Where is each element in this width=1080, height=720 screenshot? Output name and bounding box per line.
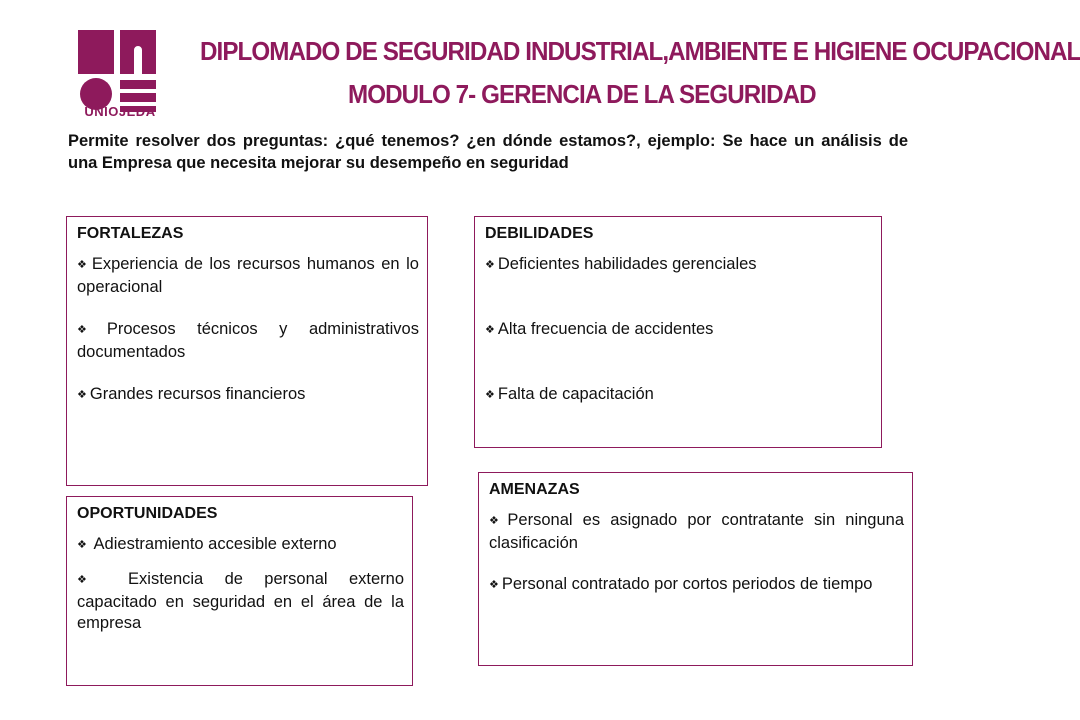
list-item: ❖ Personal contratado por cortos periodos de tiempo [489, 575, 873, 593]
debilidades-title: DEBILIDADES [485, 225, 594, 242]
page-title: DIPLOMADO DE SEGURIDAD INDUSTRIAL,AMBIENTE E HIGIENE OCUPACIONAL [200, 36, 1080, 66]
fortalezas-box [66, 216, 428, 486]
list-item: ❖ Falta de capacitación [485, 385, 654, 403]
amenazas-title: AMENAZAS [489, 481, 580, 498]
diamond-bullet-icon: ❖ [485, 389, 495, 401]
amenazas-box [478, 472, 913, 666]
page-subtitle: MODULO 7- GERENCIA DE LA SEGURIDAD [348, 79, 816, 109]
list-item: ❖ Grandes recursos financieros [77, 385, 306, 403]
list-item: ❖ Existencia de personal externo capacitado en seguridad en el área de la empresa [77, 570, 404, 632]
list-item: ❖ Adiestramiento accesible externo [77, 535, 337, 553]
diamond-bullet-icon: ❖ [485, 324, 495, 336]
debilidades-box [474, 216, 882, 448]
diamond-bullet-icon: ❖ [77, 259, 89, 271]
diamond-bullet-icon: ❖ [489, 515, 505, 527]
oportunidades-box [66, 496, 413, 686]
diamond-bullet-icon: ❖ [77, 324, 104, 336]
fortalezas-title: FORTALEZAS [77, 225, 184, 242]
list-item: ❖ Deficientes habilidades gerenciales [485, 255, 757, 273]
list-item: ❖ Personal es asignado por contratante sin ninguna clasificación [489, 511, 904, 552]
oportunidades-title: OPORTUNIDADES [77, 505, 218, 522]
diamond-bullet-icon: ❖ [489, 579, 499, 591]
diamond-bullet-icon: ❖ [77, 574, 104, 586]
list-item: ❖ Alta frecuencia de accidentes [485, 320, 714, 338]
intro-paragraph: Permite resolver dos preguntas: ¿qué tenemos? ¿en dónde estamos?, ejemplo: Se hace un análisis de una Empresa que necesita mejorar su desempeño en seguridad [68, 132, 908, 172]
diamond-bullet-icon: ❖ [77, 389, 87, 401]
logo-text: UNIOJEDA [84, 104, 156, 119]
diamond-bullet-icon: ❖ [77, 539, 87, 551]
diamond-bullet-icon: ❖ [485, 259, 495, 271]
list-item: ❖ Procesos técnicos y administrativos documentados [77, 320, 419, 361]
list-item: ❖ Experiencia de los recursos humanos en lo operacional [77, 255, 419, 296]
